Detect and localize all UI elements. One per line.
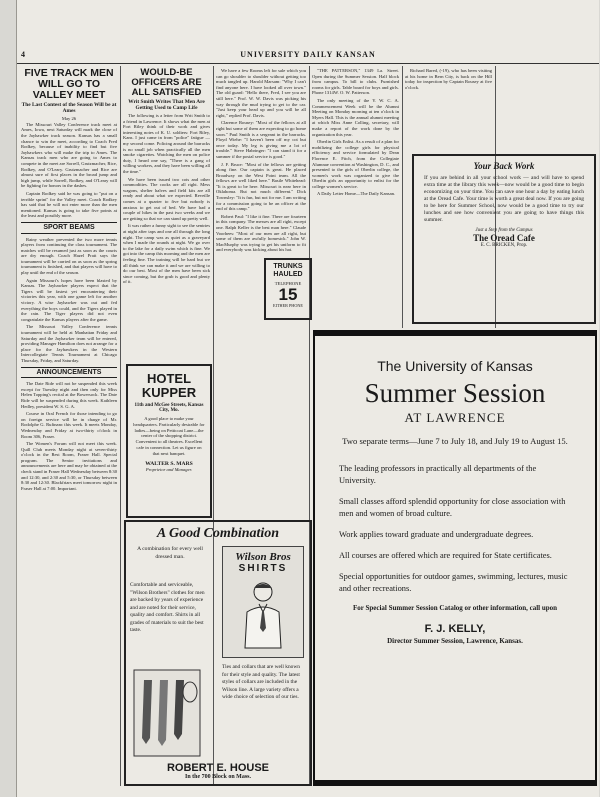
trunks-title: TRUNKS HAULED xyxy=(273,263,303,278)
article-officers-3: It was rather a funny sight to see the sentries at night after taps and one all through the long night. The camp was as quiet as a graveyard when I made the rounds at night. We go over to the lake for a daily swim which is fine. We got into the camp this morning and the men are feeling fine. The training will be hard but we all think we can make it and we are willing to do our best. Most of the men have been sick since coming, but the grub is good and plenty of it. xyxy=(123,223,210,285)
summer-location: AT LAWRENCE xyxy=(404,410,506,425)
column-5 xyxy=(405,68,492,148)
newspaper-title: UNIVERSITY DAILY KANSAN xyxy=(240,50,376,59)
announcement-date-ride: The Date Ride will not be suspended this week except for Tuesday night and then only for Miss Helen Topping's recital at the Bowersock. The Date Ride will be suspended during this week. Kathleen Hedley, president W. S. G. A. xyxy=(21,381,117,409)
page-number: 4 xyxy=(21,50,26,59)
summer-feature-professors: The leading professors in practically all departments of the University. xyxy=(339,464,537,485)
ties-description: Ties and collars that are well known for their style and quality. The latest styles of collars are included in the Wilson line. A large variety offers a wide choice of selection of our ties. xyxy=(222,664,300,700)
article-officers: The following is a letter from Writ Smith to a friend in Lawrence. It shows what the men at Fort Riley think of their work and gives interesting notes of K. U. soldiers: Fort Riley, Kans. I just came in from "police" fatigue — my second come. Policing around the barracks is no small job when practically all the men smoke cigarettes. Watching the men on police duty, I heard one say, "There is a gang of willing workers, and they have been willing all the time." xyxy=(123,113,210,175)
combination-title: A Good Combination xyxy=(156,526,280,541)
sport-beams-banner: SPORT BEAMS xyxy=(21,222,117,234)
notice-ywca-cont: Richard Bared, (-19), who has been visiting at his home in Bern City, is back on the Hill today for inspection by Captain Rousey at five o'clock. xyxy=(405,68,492,90)
summer-university: The University of Kansas xyxy=(377,358,533,374)
hotel-kupper-ad xyxy=(126,364,212,518)
summer-features xyxy=(339,463,571,595)
column-divider-1 xyxy=(120,66,121,786)
dateline: May 26 xyxy=(61,116,77,122)
article-track-men: The Missouri Valley Conference track meet at Ames, Iowa, next Saturday will mark the close of the Jayhawker track season. Kansas has a small chance to win the meet, according to Coach Fred Rodkey, because of inability to find but five Jayhawkers who will make the trip to Ames. The Kansas track men who are going to Ames to compete in the meet are Sorrell, Grutzmacher, Rice, Rodkey, and O'Leary. Grutzmacher and Rice are almost sure of first places in the broad jump and high jump, while Sorrell, Rodkey, and O'Leary will be fighting for honors in the dashes. xyxy=(21,121,117,189)
combination-body: Comfortable and serviceable, "Wilson Brothers" clothes for men are backed by years of experience and are noted for their service, quality and comfort. Shirts in all grades of materials to suit the best taste. xyxy=(130,582,205,633)
summer-top-bar xyxy=(315,332,595,336)
summer-dates: Two separate terms—June 7 to July 18, and July 19 to August 15. xyxy=(342,436,568,446)
combination-store-address: In the 700 Block on Mass. xyxy=(184,774,251,780)
summer-catalog-note: For Special Summer Session Catalog or other information, call upon xyxy=(352,604,558,612)
subhead-track-men: The Last Contest of the Season Will be at Ames xyxy=(21,102,117,114)
summer-session-ad xyxy=(313,330,597,786)
trunks-either-phone: EITHER PHONE xyxy=(273,303,303,308)
combination-lead: A combination for every well dressed man. xyxy=(137,546,203,560)
wilson-shirts-illustration xyxy=(222,546,304,658)
article-sport-beams: Rainy weather prevented the two more tennis players from continuing the class tournament. The matches will be resumed just as soon as the courts are dry enough. Coach Hazel Pratt says the tournament will be carried on as soon as the spring tournament is finished, and that players will have to play until the end of the season. xyxy=(21,236,117,276)
man-in-shirt-figure xyxy=(233,578,293,648)
hotel-manager: WALTER S. MARS xyxy=(145,460,193,467)
article-letters-3: J. F. Bruce: "Most of the fellows are getting along fine. Our captain is great. He placed Broadway on the West Point team. All the fellows are well liked here." Basile Whitehead: "It is great to be here. Missouri is near here in Oklahoma. But not much different." Dick Townsley: "It is fun, but not for me. I am writing for a commission going to be an officer at the end of this camp." xyxy=(216,161,306,212)
article-letters-4: Robert Paul: "I like it fine. There are fourteen in this company. The messes are all right, except one. Ralph Keller is the best man here." Claude Voorhees: "Most of our men are all right, but some of them are awfully homesick." John W. MacMurphy was trying to get his uniform to fit and everybody was kicking about his hat. xyxy=(216,213,306,253)
trunks-telephone-label: TELEPHONE xyxy=(274,281,302,286)
article-letters: We have a few Rooms left for sale which you can go shoulder to shoulder without getting too much tangled up. Harold Marsam: "Why I can't find anyone here. I have looked all over town." The old guard: "Hello there, Fred, I see you are still here." Prof. W. W. Davis was picking his way through the mud trying to get to the car. "Just keep your head up and you will be all right," replied Prof. Davis. xyxy=(216,68,306,118)
wilson-bros-logo: Wilson Bros xyxy=(235,551,291,563)
article-letters-2: Clarence Rousey: "Most of the fellows at all right but some of them are expecting to go home soon." Paul Smith is a sergeant in the barracks. Floyd Wiehe: "I haven't been off my cot but once today. My leg is giving me a lot of trouble." Steve Habringer: "I can stand it for a summer if the postal service is good." xyxy=(216,120,306,159)
article-sport-beams-2: Again Missouri's hopes have been blasted by Kansas. The Jayhawker players expect that the Tigers will be fastest yet encountering their victories this year, with one game left for another victory. A wise Jayhawker was out and fed everything the boys could, and the Tigers played in the rain. The Tiger players did not even congratulate the Kansas players after the game. xyxy=(21,277,117,322)
hotel-name: HOTEL KUPPER xyxy=(141,371,197,400)
notice-daily-letter: A Daily Letter Home—The Daily Kansan. xyxy=(317,191,396,197)
summer-bottom-bar xyxy=(315,780,595,784)
article-track-men-2: Captain Rodkey said he was going to "put on a terrible sprint" for the Valley meet. Coach Rodkey has said that he will not enter more than the men mentioned. Kansas is going to take five points at the least and possibly more. xyxy=(21,190,117,219)
hotel-manager-title: Proprietor and Manager. xyxy=(145,466,193,472)
column-divider-4 xyxy=(402,66,403,328)
summer-director-title: Director Summer Session, Lawrence, Kansas. xyxy=(387,637,523,645)
column-2 xyxy=(123,68,210,358)
article-sport-beams-3: The Missouri Valley Conference tennis tournament will be held at Manhattan Friday and Saturday and the Jayhawker team will be entered, providing Manager Hamilton does not arrange for a place for the Jayhawkers in the Western Intercollegiate Tennis Tournament at Chicago Thursday, Friday, and Saturday. xyxy=(21,324,117,363)
column-3 xyxy=(216,68,306,253)
masthead-rule xyxy=(17,63,599,64)
subhead-officers: Writ Smith Writes That Men Are Getting Used to Camp Life xyxy=(128,98,205,111)
ties-collars-illustration xyxy=(132,668,202,758)
column-1 xyxy=(21,68,117,788)
article-officers-2: We have been issued two cots and other commodities. The cooks are all right. Mess wagons, shelter halves and field kits are all ready and about what we expected. Reveille comes at a quarter to five but nobody is anxious to get out of bed. We have had a couple of hikes in the past two weeks and we are getting so that we can stand up pretty well. xyxy=(123,176,210,221)
summer-director-name: F. J. KELLY, xyxy=(424,623,486,635)
headline-officers: WOULD-BE OFFICERS ARE ALL SATISFIED xyxy=(131,67,202,98)
announcement-forum: The Women's Forum will not meet this week. Quill Club meets Monday night at seven-thirty o'clock in the Rest Room, Fraser Hall. Special program. The Senior invitations and announcements are here and may be obtained at the check stand in Fraser Hall Wednesday between 8:30 and 12:30, and 2:30 and 5:30, or Thursday between 8:30 and 12:30. Blackfriars meet tomorrow night in Fraser Hall at 7:00. Important. xyxy=(21,441,117,491)
notice-ywca: The only meeting of the Y. W. C. A. Commencement Week will be the Alumni Meeting on Monday morning at ten o'clock in Myers Hall. This is the annual alumni meeting at which Miss Anne Colling, secretary, will make a report of the work done by the organization this year. xyxy=(312,97,399,137)
wilson-shirts-label: SHIRTS xyxy=(238,563,288,574)
column-4 xyxy=(312,68,399,326)
notice-oberlin: Oberlin Girls Enlist. As a result of a plan for mobilizing the college girls for physical efficiency and service formulated by Dean Florence E. Fitch, from the Collegiate Alumnae convention at Washington, D. C., and presented to the girls of Oberlin college, the women's work was organized to give the Oberlin girls an opportunity to enlist for the college women's service. xyxy=(312,139,399,189)
masthead xyxy=(17,50,599,62)
announcements-banner: ANNOUNCEMENTS xyxy=(21,367,117,379)
summer-title: Summer Session xyxy=(364,378,546,408)
newspaper-page xyxy=(16,0,599,797)
cafe-owner: E. C. BRICKEN, Prop. xyxy=(480,243,528,248)
cafe-body: If you are behind in all your school work — and will have to spend extra time at the library this week—now would be a good time to begin economizing on your time. You can save one hour a day by eating lunch at the Oread Cafe. Your time is worth a great deal now. If you are going to be here for Summer School, now would be a good time to try our lunches and see how convenient you are going to have things this summer. xyxy=(424,175,584,223)
headline-track-men: FIVE TRACK MEN WILL GO TO VALLEY MEET xyxy=(24,67,114,102)
announcement-oral-french: Course in Oral French for those intending to go on foreign service will be in charge of Mr. Rodolphe G. Rufinanc this week. It meets Monday, Wednesday and Friday at two-thirty o'clock in Room 306, Fraser. xyxy=(21,411,117,439)
good-combination-ad xyxy=(124,520,312,786)
summer-feature-recreation: Special opportunities for outdoor games, swimming, lectures, music and other recreations. xyxy=(339,572,568,593)
trunks-phone-number: 15 xyxy=(278,285,298,304)
hotel-description: A good place to make your headquarters. Particularly desirable for ladies—being on Petticoat Lane—the center of the shopping district. Convenient to all theatres. Excellent cafe in connection. Let us figure on that next banquet. xyxy=(133,416,205,456)
summer-feature-degrees: Work applies toward graduate and undergraduate degrees. xyxy=(339,530,534,539)
notice-patterson: "THE PATTERSON," 1349 La. Street. Open during the Summer Session. Half block from campus. To bill to clubs. Furnished rooms for girls. Table board for boys and girls. Phone 1314W. O. W. Patterson. xyxy=(312,68,399,96)
cafe-tagline: Just a Step from the Campus xyxy=(475,228,533,233)
summer-feature-certificates: All courses are offered which are required for State certificates. xyxy=(339,551,552,560)
combination-store-name: ROBERT E. HOUSE xyxy=(166,762,270,774)
oread-cafe-ad xyxy=(412,154,596,324)
cafe-headline: Your Back Work xyxy=(473,161,535,171)
hotel-address: 11th and McGee Streets, Kansas City, Mo. xyxy=(134,403,204,413)
cafe-name: The Oread Cafe xyxy=(473,233,535,243)
summer-feature-classes: Small classes afford splendid opportunity for close association with men and women of broad culture. xyxy=(339,497,566,518)
trunks-hauled-ad xyxy=(264,258,312,320)
